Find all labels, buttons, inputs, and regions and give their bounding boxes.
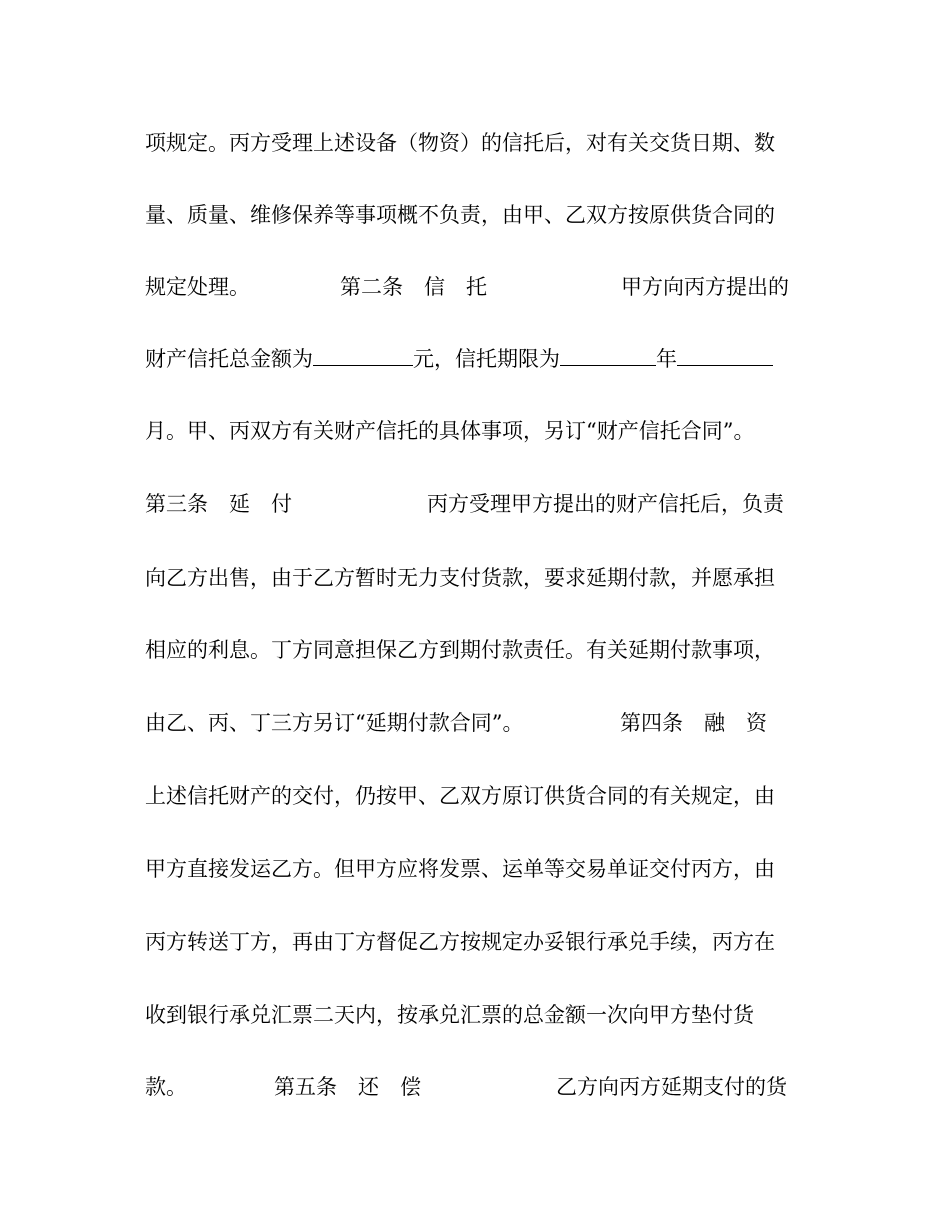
paragraph-text: 款。 — [145, 1075, 187, 1099]
paragraph-text: 甲方向丙方提出的 — [621, 275, 789, 299]
text-line — [145, 125, 797, 161]
article-heading: 第三条 延 付 — [145, 492, 292, 516]
text-line — [145, 341, 797, 377]
text-line — [145, 997, 797, 1033]
paragraph-text: 项规定。丙方受理上述设备（物资）的信托后，对有关交货日期、数 — [145, 131, 775, 155]
text-line — [145, 851, 797, 887]
paragraph-text: 量、质量、维修保养等事项概不负责，由甲、乙双方按原供货合同的 — [145, 203, 775, 227]
text-line — [145, 413, 797, 449]
paragraph-text: 乙方向丙方延期支付的货 — [556, 1075, 787, 1099]
paragraph-text: 收到银行承兑汇票二天内，按承兑汇票的总金额一次向甲方垫付货 — [145, 1003, 754, 1027]
paragraph-text: 财产信托总金额为 — [145, 347, 313, 371]
paragraph-text: 丙方转送丁方，再由丁方督促乙方按规定办妥银行承兑手续，丙方在 — [145, 930, 775, 954]
text-line — [145, 778, 797, 814]
text-line — [145, 632, 797, 668]
text-line — [145, 197, 797, 233]
paragraph-text: 元，信托期限为 — [413, 347, 560, 371]
blank-amount — [313, 343, 413, 366]
article-heading: 第二条 信 托 — [340, 275, 487, 299]
text-line — [145, 924, 797, 960]
text-line — [145, 486, 797, 522]
blank-years — [560, 343, 656, 366]
paragraph-text: 上述信托财产的交付，仍按甲、乙双方原订供货合同的有关规定，由 — [145, 784, 775, 808]
fill-in-line — [145, 341, 773, 377]
paragraph-text: 由乙、丙、丁三方另订“延期付款合同”。 — [145, 711, 524, 735]
paragraph-text: 年 — [656, 347, 677, 371]
article-heading: 第五条 还 偿 — [274, 1075, 421, 1099]
text-line — [145, 560, 797, 596]
article-heading: 第四条 融 资 — [620, 711, 767, 735]
text-line — [145, 269, 797, 305]
paragraph-text: 甲方直接发运乙方。但甲方应将发票、运单等交易单证交付丙方，由 — [145, 857, 775, 881]
paragraph-text: 月。甲、丙双方有关财产信托的具体事项，另订“财产信托合同”。 — [145, 419, 755, 443]
paragraph-text: 向乙方出售，由于乙方暂时无力支付货款，要求延期付款，并愿承担 — [145, 566, 775, 590]
paragraph-text: 相应的利息。丁方同意担保乙方到期付款责任。有关延期付款事项， — [145, 638, 775, 662]
blank-months — [677, 343, 773, 366]
text-line — [145, 705, 797, 741]
paragraph-text: 规定处理。 — [145, 275, 250, 299]
text-line — [145, 1069, 797, 1105]
paragraph-text: 丙方受理甲方提出的财产信托后，负责 — [427, 492, 784, 516]
